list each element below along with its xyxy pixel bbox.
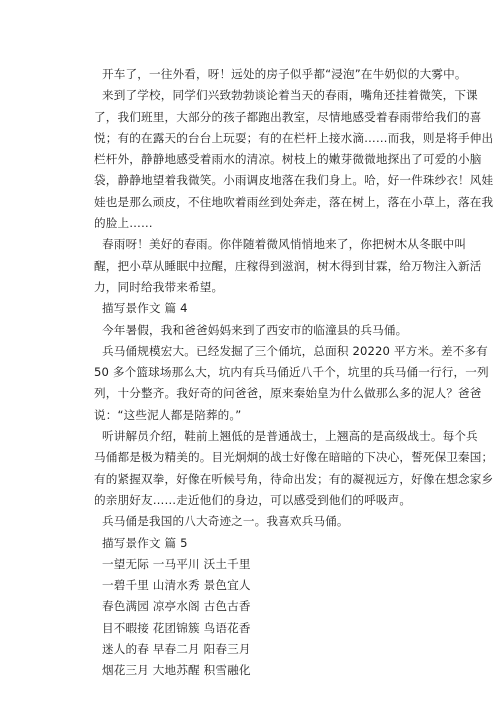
paragraph-line: 说：“这些泥人都是陪葬的。” <box>94 407 242 422</box>
paragraph-line: 列，十分整齐。我好奇的问爸爸，原来秦始皇为什么做那么多的泥人？爸爸 <box>94 386 482 401</box>
paragraph-line: 今年暑假，我和爸爸妈妈来到了西安市的临潼县的兵马俑。 <box>102 322 408 337</box>
idiom-line: 一碧千里 山清水秀 景色宜人 <box>102 578 251 593</box>
paragraph-line: 兵马俑是我国的八大奇迹之一。我喜欢兵马俑。 <box>102 514 349 529</box>
paragraph-line: 的脸上…… <box>94 216 153 231</box>
paragraph-line: 来到了学校，同学们兴致勃勃谈论着当天的春雨，嘴角还挂着微笑，下课 <box>102 88 478 103</box>
idiom-line: 一望无际 一马平川 沃土千里 <box>102 556 251 571</box>
paragraph-line: 悦；有的在露天的台台上玩耍；有的在栏杆上接水滴……而我，则是将手伸出 <box>94 130 494 145</box>
paragraph-line: 50 多个篮球场那么大，坑内有兵马俑近八千个，坑里的兵马俑一行行，一列 <box>94 365 489 380</box>
paragraph-line: 马俑都是极为精美的。目光炯炯的战士好像在暗暗的下决心，誓死保卫秦国； <box>94 450 494 465</box>
idiom-line: 春色满园 凉亭水阁 古色古香 <box>102 599 251 614</box>
idiom-line: 目不暇接 花团锦簇 鸟语花香 <box>102 620 251 635</box>
article-body <box>94 64 494 682</box>
paragraph-line: 春雨呀！美好的春雨。你伴随着微风悄悄地来了，你把树木从冬眠中叫 <box>102 237 467 252</box>
paragraph-line: 开车了，一往外看，呀！远处的房子似乎都“浸泡”在牛奶似的大雾中。 <box>102 67 467 81</box>
paragraph-line: 醒，把小草从睡眠中拉醒，庄稼得到滋润，树木得到甘霖，给万物注入新活 <box>94 258 482 273</box>
paragraph-line: 兵马俑规模宏大。已经发掘了三个俑坑，总面积 20220 平方米。差不多有 <box>102 343 488 358</box>
paragraph-line: 听讲解员介绍，鞋前上翘低的是普通战士，上翘高的是高级战士。每个兵 <box>102 429 478 444</box>
idiom-line: 烟花三月 大地苏醒 积雪融化 <box>102 663 251 678</box>
paragraph-line: 栏杆外，静静地感受着雨水的清凉。树枝上的嫩芽微微地探出了可爱的小脑 <box>94 152 482 167</box>
section-heading: 描写景作文 篇 5 <box>102 535 188 550</box>
paragraph-line: 的亲朋好友……走近他们的身边，可以感受到他们的呼吸声。 <box>94 492 412 507</box>
section-heading: 描写景作文 篇 4 <box>102 301 188 316</box>
idiom-line: 迷人的春 早春二月 阳春三月 <box>102 642 251 657</box>
paragraph-line: 有的紧握双拳，好像在听候号角，待命出发；有的凝视远方，好像在想念家乡 <box>94 471 494 486</box>
paragraph-line: 袋，静静地望着我微笑。小雨调皮地落在我们身上。哈，好一件珠纱衣！风娃 <box>94 173 494 188</box>
paragraph-line: 力，同时给我带来希望。 <box>94 279 224 294</box>
paragraph-line: 娃也是那么顽皮，不住地吹着雨丝到处奔走，落在树上，落在小草上，落在我 <box>94 194 494 209</box>
paragraph-line: 了，我们班里，大部分的孩子都跑出教室，尽情地感受着春雨带给我们的喜 <box>94 109 482 124</box>
